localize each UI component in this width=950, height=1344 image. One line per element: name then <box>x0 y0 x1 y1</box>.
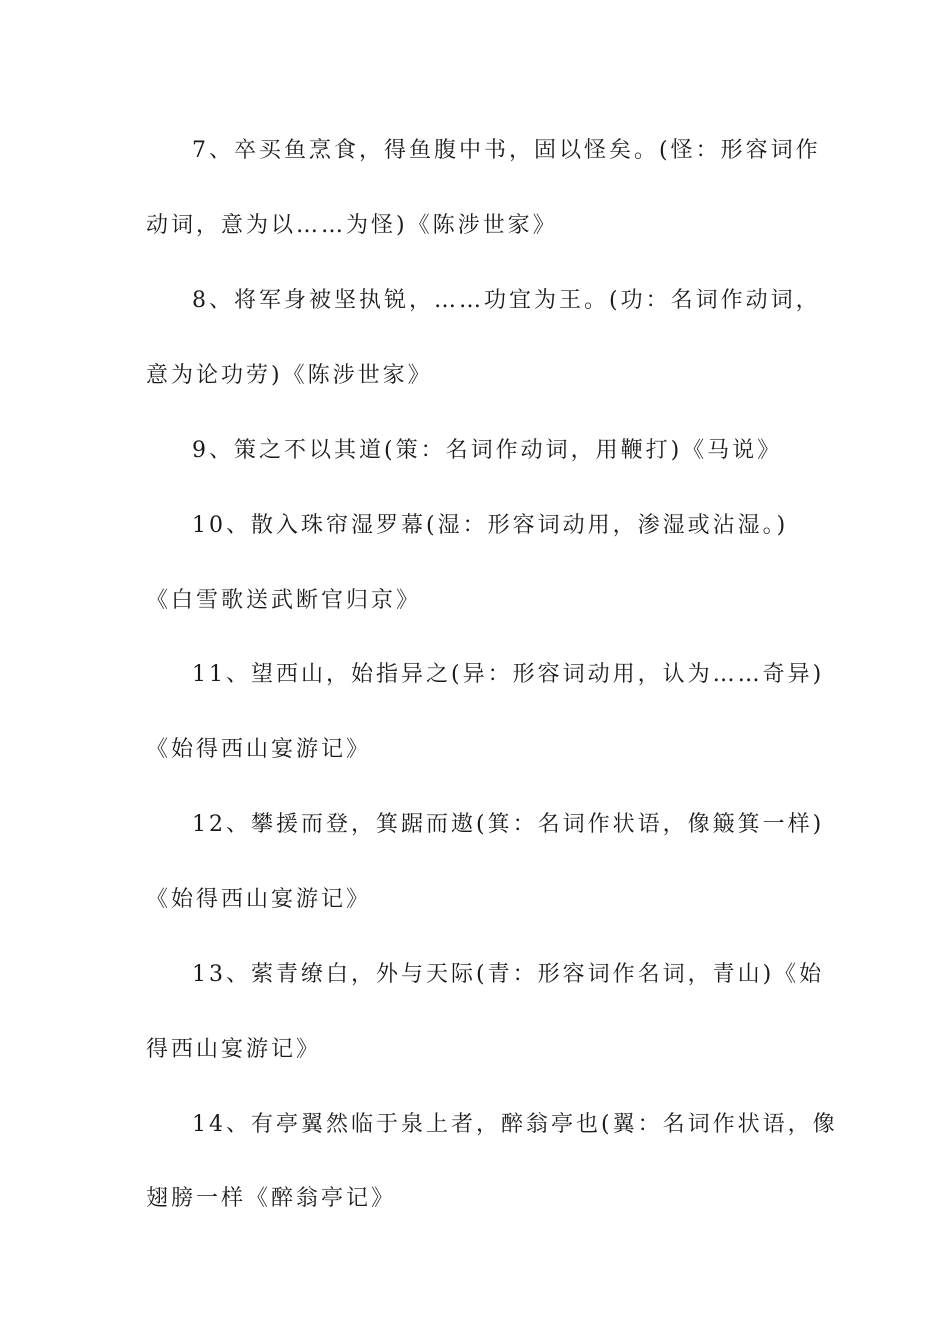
text-line-item-8: 8、将军身被坚执锐，……功宜为王。(功：名词作动词， <box>192 288 821 313</box>
text-line-item-9: 9、策之不以其道(策：名词作动词，用鞭打)《马说》 <box>192 438 783 463</box>
text-line-item-7: 7、卒买鱼烹食，得鱼腹中书，固以怪矣。(怪：形容词作 <box>192 138 821 163</box>
text-line-item-13: 13、萦青缭白，外与天际(青：形容词作名词，青山)《始 <box>192 962 825 987</box>
text-line-item-12: 12、攀援而登，箕踞而遨(箕：名词作状语，像簸箕一样) <box>192 812 825 837</box>
text-line-item-14-cont: 翅膀一样《醉翁亭记》 <box>146 1186 397 1211</box>
text-line-item-11-cont: 《始得西山宴游记》 <box>146 737 372 762</box>
text-line-item-8-cont: 意为论功劳)《陈涉世家》 <box>146 363 433 388</box>
text-line-item-10-cont: 《白雪歌送武断官归京》 <box>146 588 422 613</box>
text-line-item-14: 14、有亭翼然临于泉上者，醉翁亭也(翼：名词作状语，像 <box>192 1112 838 1137</box>
text-line-item-10: 10、散入珠帘湿罗幕(湿：形容词动用，渗湿或沾湿。) <box>192 513 789 538</box>
text-line-item-12-cont: 《始得西山宴游记》 <box>146 887 372 912</box>
text-line-item-7-cont: 动词，意为以……为怪)《陈涉世家》 <box>146 213 558 238</box>
text-line-item-11: 11、望西山，始指异之(异：形容词动用，认为……奇异) <box>192 662 825 687</box>
text-line-item-13-cont: 得西山宴游记》 <box>146 1037 322 1062</box>
